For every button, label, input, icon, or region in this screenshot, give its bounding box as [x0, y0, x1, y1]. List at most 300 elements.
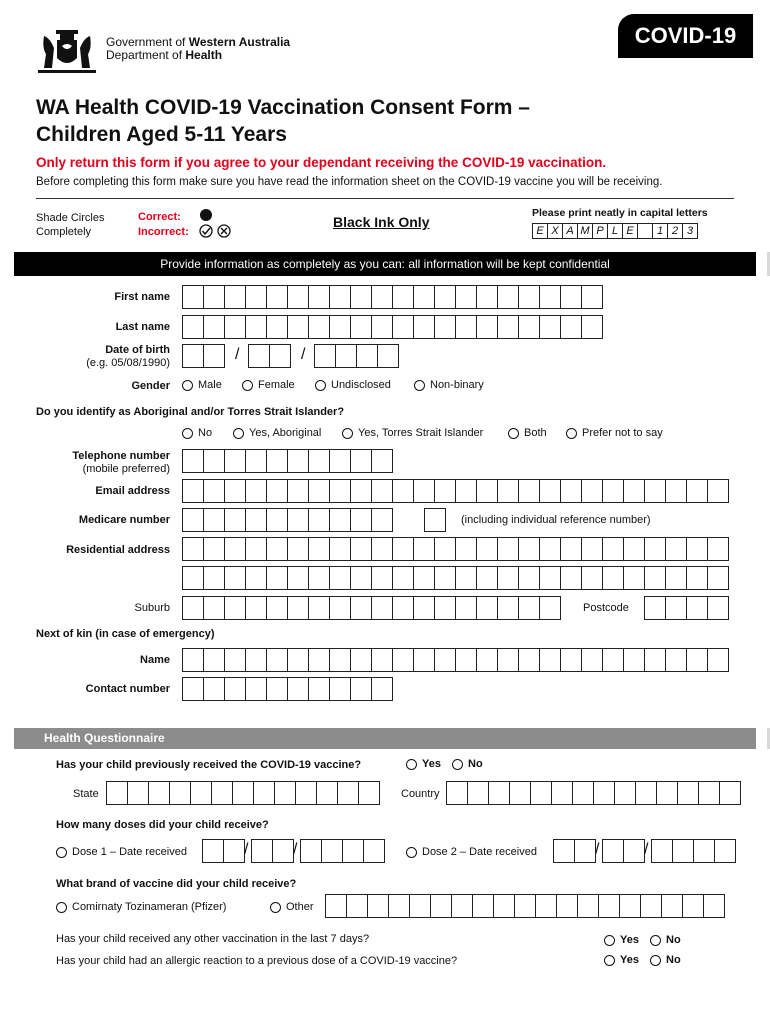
- letter-box[interactable]: [446, 781, 468, 805]
- letter-box[interactable]: [266, 449, 288, 473]
- aboriginal-option-no[interactable]: No: [182, 427, 212, 439]
- letter-box[interactable]: [455, 537, 477, 561]
- country-field[interactable]: [446, 781, 740, 805]
- letter-box[interactable]: [574, 839, 596, 863]
- other-vaccination-no[interactable]: No: [650, 934, 681, 946]
- letter-box[interactable]: [518, 648, 540, 672]
- letter-box[interactable]: [266, 315, 288, 339]
- state-field[interactable]: [106, 781, 379, 805]
- letter-box[interactable]: [203, 677, 225, 701]
- aboriginal-option-both[interactable]: Both: [508, 427, 547, 439]
- letter-box[interactable]: [581, 537, 603, 561]
- letter-box[interactable]: [602, 537, 624, 561]
- letter-box[interactable]: [300, 839, 322, 863]
- letter-box[interactable]: [497, 648, 519, 672]
- letter-box[interactable]: [560, 285, 582, 309]
- letter-box[interactable]: [644, 537, 666, 561]
- letter-box[interactable]: [245, 596, 267, 620]
- letter-box[interactable]: [535, 894, 557, 918]
- letter-box[interactable]: [455, 479, 477, 503]
- gender-option-female[interactable]: Female: [242, 379, 295, 391]
- letter-box[interactable]: [518, 479, 540, 503]
- letter-box[interactable]: [287, 285, 309, 309]
- letter-box[interactable]: [169, 781, 191, 805]
- letter-box[interactable]: [325, 894, 347, 918]
- letter-box[interactable]: [644, 479, 666, 503]
- letter-box[interactable]: [308, 479, 330, 503]
- letter-box[interactable]: [371, 508, 393, 532]
- letter-box[interactable]: [434, 537, 456, 561]
- letter-box[interactable]: [251, 839, 273, 863]
- letter-box[interactable]: [203, 479, 225, 503]
- letter-box[interactable]: [371, 537, 393, 561]
- letter-box[interactable]: [314, 344, 336, 368]
- letter-box[interactable]: [392, 596, 414, 620]
- letter-box[interactable]: [287, 537, 309, 561]
- letter-box[interactable]: [224, 537, 246, 561]
- letter-box[interactable]: [640, 894, 662, 918]
- brand-other-field[interactable]: [325, 894, 724, 918]
- dose1-option[interactable]: Dose 1 – Date received: [56, 846, 187, 858]
- letter-box[interactable]: [203, 648, 225, 672]
- letter-box[interactable]: [623, 537, 645, 561]
- letter-box[interactable]: [266, 508, 288, 532]
- letter-box[interactable]: [551, 781, 573, 805]
- letter-box[interactable]: [245, 479, 267, 503]
- letter-box[interactable]: [434, 479, 456, 503]
- letter-box[interactable]: [434, 315, 456, 339]
- letter-box[interactable]: [182, 315, 204, 339]
- letter-box[interactable]: [434, 648, 456, 672]
- letter-box[interactable]: [371, 677, 393, 701]
- allergy-yes[interactable]: Yes: [604, 954, 639, 966]
- letter-box[interactable]: [392, 648, 414, 672]
- letter-box[interactable]: [424, 508, 446, 532]
- letter-box[interactable]: [518, 285, 540, 309]
- letter-box[interactable]: [329, 596, 351, 620]
- allergy-no[interactable]: No: [650, 954, 681, 966]
- letter-box[interactable]: [287, 315, 309, 339]
- letter-box[interactable]: [224, 566, 246, 590]
- letter-box[interactable]: [287, 566, 309, 590]
- letter-box[interactable]: [211, 781, 233, 805]
- letter-box[interactable]: [287, 449, 309, 473]
- kin-name-field[interactable]: [182, 648, 728, 672]
- letter-box[interactable]: [455, 285, 477, 309]
- letter-box[interactable]: [539, 479, 561, 503]
- letter-box[interactable]: [308, 508, 330, 532]
- letter-box[interactable]: [388, 894, 410, 918]
- letter-box[interactable]: [602, 648, 624, 672]
- letter-box[interactable]: [413, 315, 435, 339]
- letter-box[interactable]: [367, 894, 389, 918]
- first-name-field[interactable]: [182, 285, 602, 309]
- letter-box[interactable]: [623, 566, 645, 590]
- letter-box[interactable]: [127, 781, 149, 805]
- letter-box[interactable]: [190, 781, 212, 805]
- letter-box[interactable]: [308, 449, 330, 473]
- letter-box[interactable]: [560, 648, 582, 672]
- letter-box[interactable]: [644, 648, 666, 672]
- letter-box[interactable]: [539, 315, 561, 339]
- letter-box[interactable]: [350, 285, 372, 309]
- email-field[interactable]: [182, 479, 728, 503]
- letter-box[interactable]: [430, 894, 452, 918]
- letter-box[interactable]: [581, 566, 603, 590]
- letter-box[interactable]: [497, 285, 519, 309]
- letter-box[interactable]: [467, 781, 489, 805]
- letter-box[interactable]: [619, 894, 641, 918]
- letter-box[interactable]: [392, 479, 414, 503]
- letter-box[interactable]: [644, 596, 666, 620]
- letter-box[interactable]: [665, 479, 687, 503]
- dob-year-field[interactable]: [314, 344, 398, 368]
- letter-box[interactable]: [266, 596, 288, 620]
- letter-box[interactable]: [497, 537, 519, 561]
- letter-box[interactable]: [203, 344, 225, 368]
- letter-box[interactable]: [714, 839, 736, 863]
- letter-box[interactable]: [409, 894, 431, 918]
- letter-box[interactable]: [560, 537, 582, 561]
- medicare-field[interactable]: [182, 508, 392, 532]
- letter-box[interactable]: [392, 537, 414, 561]
- medicare-ref-field[interactable]: [424, 508, 445, 532]
- letter-box[interactable]: [266, 285, 288, 309]
- letter-box[interactable]: [539, 537, 561, 561]
- letter-box[interactable]: [581, 479, 603, 503]
- letter-box[interactable]: [245, 449, 267, 473]
- letter-box[interactable]: [223, 839, 245, 863]
- letter-box[interactable]: [518, 537, 540, 561]
- letter-box[interactable]: [672, 839, 694, 863]
- letter-box[interactable]: [476, 648, 498, 672]
- letter-box[interactable]: [665, 596, 687, 620]
- brand-other-option[interactable]: Other: [270, 901, 314, 913]
- letter-box[interactable]: [707, 537, 729, 561]
- letter-box[interactable]: [232, 781, 254, 805]
- letter-box[interactable]: [371, 479, 393, 503]
- dose2-option[interactable]: Dose 2 – Date received: [406, 846, 537, 858]
- letter-box[interactable]: [224, 508, 246, 532]
- letter-box[interactable]: [350, 315, 372, 339]
- aboriginal-option-prefer-not[interactable]: Prefer not to say: [566, 427, 663, 439]
- letter-box[interactable]: [560, 315, 582, 339]
- letter-box[interactable]: [203, 596, 225, 620]
- letter-box[interactable]: [308, 566, 330, 590]
- letter-box[interactable]: [698, 781, 720, 805]
- letter-box[interactable]: [514, 894, 536, 918]
- letter-box[interactable]: [509, 781, 531, 805]
- letter-box[interactable]: [644, 566, 666, 590]
- letter-box[interactable]: [476, 285, 498, 309]
- letter-box[interactable]: [245, 315, 267, 339]
- letter-box[interactable]: [476, 537, 498, 561]
- dose1-year-field[interactable]: [300, 839, 384, 863]
- letter-box[interactable]: [707, 479, 729, 503]
- last-name-field[interactable]: [182, 315, 602, 339]
- letter-box[interactable]: [371, 566, 393, 590]
- letter-box[interactable]: [350, 566, 372, 590]
- letter-box[interactable]: [308, 596, 330, 620]
- letter-box[interactable]: [224, 648, 246, 672]
- letter-box[interactable]: [203, 537, 225, 561]
- letter-box[interactable]: [530, 781, 552, 805]
- letter-box[interactable]: [182, 648, 204, 672]
- letter-box[interactable]: [224, 315, 246, 339]
- letter-box[interactable]: [266, 648, 288, 672]
- letter-box[interactable]: [593, 781, 615, 805]
- letter-box[interactable]: [337, 781, 359, 805]
- letter-box[interactable]: [703, 894, 725, 918]
- letter-box[interactable]: [560, 479, 582, 503]
- letter-box[interactable]: [203, 508, 225, 532]
- letter-box[interactable]: [224, 677, 246, 701]
- letter-box[interactable]: [329, 508, 351, 532]
- letter-box[interactable]: [455, 596, 477, 620]
- kin-contact-field[interactable]: [182, 677, 392, 701]
- other-vaccination-yes[interactable]: Yes: [604, 934, 639, 946]
- letter-box[interactable]: [693, 839, 715, 863]
- letter-box[interactable]: [329, 648, 351, 672]
- letter-box[interactable]: [665, 566, 687, 590]
- letter-box[interactable]: [577, 894, 599, 918]
- letter-box[interactable]: [377, 344, 399, 368]
- letter-box[interactable]: [413, 537, 435, 561]
- suburb-field[interactable]: [182, 596, 560, 620]
- letter-box[interactable]: [182, 344, 204, 368]
- postcode-field[interactable]: [644, 596, 728, 620]
- letter-box[interactable]: [497, 596, 519, 620]
- letter-box[interactable]: [266, 566, 288, 590]
- letter-box[interactable]: [274, 781, 296, 805]
- letter-box[interactable]: [350, 596, 372, 620]
- letter-box[interactable]: [182, 285, 204, 309]
- letter-box[interactable]: [455, 648, 477, 672]
- letter-box[interactable]: [581, 315, 603, 339]
- letter-box[interactable]: [598, 894, 620, 918]
- letter-box[interactable]: [451, 894, 473, 918]
- letter-box[interactable]: [245, 648, 267, 672]
- letter-box[interactable]: [287, 648, 309, 672]
- letter-box[interactable]: [308, 537, 330, 561]
- letter-box[interactable]: [686, 648, 708, 672]
- letter-box[interactable]: [413, 285, 435, 309]
- letter-box[interactable]: [371, 315, 393, 339]
- letter-box[interactable]: [350, 677, 372, 701]
- gender-option-undisclosed[interactable]: Undisclosed: [315, 379, 391, 391]
- letter-box[interactable]: [614, 781, 636, 805]
- letter-box[interactable]: [203, 315, 225, 339]
- letter-box[interactable]: [539, 596, 561, 620]
- letter-box[interactable]: [329, 479, 351, 503]
- aboriginal-option-yes-tsi[interactable]: Yes, Torres Strait Islander: [342, 427, 483, 439]
- dose2-month-field[interactable]: [602, 839, 644, 863]
- letter-box[interactable]: [686, 566, 708, 590]
- letter-box[interactable]: [148, 781, 170, 805]
- letter-box[interactable]: [371, 285, 393, 309]
- letter-box[interactable]: [686, 596, 708, 620]
- aboriginal-option-yes-aboriginal[interactable]: Yes, Aboriginal: [233, 427, 321, 439]
- letter-box[interactable]: [392, 285, 414, 309]
- letter-box[interactable]: [266, 677, 288, 701]
- letter-box[interactable]: [329, 566, 351, 590]
- letter-box[interactable]: [287, 508, 309, 532]
- letter-box[interactable]: [182, 566, 204, 590]
- address-line1-field[interactable]: [182, 537, 728, 561]
- letter-box[interactable]: [224, 479, 246, 503]
- letter-box[interactable]: [182, 479, 204, 503]
- letter-box[interactable]: [556, 894, 578, 918]
- letter-box[interactable]: [539, 566, 561, 590]
- letter-box[interactable]: [656, 781, 678, 805]
- letter-box[interactable]: [182, 449, 204, 473]
- dose2-year-field[interactable]: [651, 839, 735, 863]
- letter-box[interactable]: [476, 479, 498, 503]
- letter-box[interactable]: [224, 449, 246, 473]
- letter-box[interactable]: [682, 894, 704, 918]
- letter-box[interactable]: [266, 479, 288, 503]
- gender-option-male[interactable]: Male: [182, 379, 222, 391]
- letter-box[interactable]: [203, 449, 225, 473]
- letter-box[interactable]: [472, 894, 494, 918]
- letter-box[interactable]: [488, 781, 510, 805]
- letter-box[interactable]: [497, 566, 519, 590]
- letter-box[interactable]: [635, 781, 657, 805]
- letter-box[interactable]: [356, 344, 378, 368]
- letter-box[interactable]: [686, 537, 708, 561]
- letter-box[interactable]: [316, 781, 338, 805]
- letter-box[interactable]: [350, 537, 372, 561]
- letter-box[interactable]: [476, 315, 498, 339]
- letter-box[interactable]: [272, 839, 294, 863]
- letter-box[interactable]: [358, 781, 380, 805]
- brand-pfizer-option[interactable]: Comirnaty Tozinameran (Pfizer): [56, 901, 226, 913]
- letter-box[interactable]: [602, 479, 624, 503]
- letter-box[interactable]: [329, 677, 351, 701]
- letter-box[interactable]: [651, 839, 673, 863]
- letter-box[interactable]: [245, 508, 267, 532]
- letter-box[interactable]: [677, 781, 699, 805]
- dose1-day-field[interactable]: [202, 839, 244, 863]
- letter-box[interactable]: [623, 479, 645, 503]
- letter-box[interactable]: [350, 508, 372, 532]
- letter-box[interactable]: [202, 839, 224, 863]
- letter-box[interactable]: [476, 566, 498, 590]
- letter-box[interactable]: [719, 781, 741, 805]
- letter-box[interactable]: [329, 315, 351, 339]
- letter-box[interactable]: [346, 894, 368, 918]
- letter-box[interactable]: [572, 781, 594, 805]
- letter-box[interactable]: [224, 285, 246, 309]
- letter-box[interactable]: [308, 648, 330, 672]
- letter-box[interactable]: [392, 315, 414, 339]
- letter-box[interactable]: [295, 781, 317, 805]
- letter-box[interactable]: [350, 648, 372, 672]
- letter-box[interactable]: [413, 648, 435, 672]
- letter-box[interactable]: [245, 566, 267, 590]
- letter-box[interactable]: [253, 781, 275, 805]
- letter-box[interactable]: [350, 449, 372, 473]
- letter-box[interactable]: [434, 566, 456, 590]
- letter-box[interactable]: [245, 537, 267, 561]
- letter-box[interactable]: [203, 285, 225, 309]
- letter-box[interactable]: [248, 344, 270, 368]
- letter-box[interactable]: [335, 344, 357, 368]
- letter-box[interactable]: [182, 508, 204, 532]
- letter-box[interactable]: [329, 449, 351, 473]
- letter-box[interactable]: [434, 596, 456, 620]
- letter-box[interactable]: [476, 596, 498, 620]
- letter-box[interactable]: [455, 566, 477, 590]
- letter-box[interactable]: [245, 285, 267, 309]
- gender-option-nonbinary[interactable]: Non-binary: [414, 379, 484, 391]
- letter-box[interactable]: [518, 315, 540, 339]
- letter-box[interactable]: [413, 479, 435, 503]
- dose2-day-field[interactable]: [553, 839, 595, 863]
- letter-box[interactable]: [686, 479, 708, 503]
- letter-box[interactable]: [581, 648, 603, 672]
- letter-box[interactable]: [287, 596, 309, 620]
- letter-box[interactable]: [560, 566, 582, 590]
- letter-box[interactable]: [269, 344, 291, 368]
- letter-box[interactable]: [518, 596, 540, 620]
- dob-day-field[interactable]: [182, 344, 224, 368]
- letter-box[interactable]: [287, 479, 309, 503]
- letter-box[interactable]: [455, 315, 477, 339]
- letter-box[interactable]: [371, 648, 393, 672]
- letter-box[interactable]: [224, 596, 246, 620]
- letter-box[interactable]: [493, 894, 515, 918]
- letter-box[interactable]: [413, 596, 435, 620]
- letter-box[interactable]: [308, 677, 330, 701]
- letter-box[interactable]: [308, 285, 330, 309]
- address-line2-field[interactable]: [182, 566, 728, 590]
- letter-box[interactable]: [602, 839, 624, 863]
- letter-box[interactable]: [371, 449, 393, 473]
- letter-box[interactable]: [707, 648, 729, 672]
- letter-box[interactable]: [266, 537, 288, 561]
- letter-box[interactable]: [539, 285, 561, 309]
- letter-box[interactable]: [518, 566, 540, 590]
- letter-box[interactable]: [350, 479, 372, 503]
- letter-box[interactable]: [707, 566, 729, 590]
- letter-box[interactable]: [106, 781, 128, 805]
- letter-box[interactable]: [539, 648, 561, 672]
- letter-box[interactable]: [321, 839, 343, 863]
- letter-box[interactable]: [287, 677, 309, 701]
- letter-box[interactable]: [342, 839, 364, 863]
- letter-box[interactable]: [497, 479, 519, 503]
- letter-box[interactable]: [497, 315, 519, 339]
- telephone-field[interactable]: [182, 449, 392, 473]
- letter-box[interactable]: [308, 315, 330, 339]
- letter-box[interactable]: [392, 566, 414, 590]
- letter-box[interactable]: [182, 596, 204, 620]
- prev-vaccine-no[interactable]: No: [452, 758, 483, 770]
- letter-box[interactable]: [245, 677, 267, 701]
- letter-box[interactable]: [665, 537, 687, 561]
- prev-vaccine-yes[interactable]: Yes: [406, 758, 441, 770]
- letter-box[interactable]: [553, 839, 575, 863]
- letter-box[interactable]: [665, 648, 687, 672]
- letter-box[interactable]: [203, 566, 225, 590]
- letter-box[interactable]: [707, 596, 729, 620]
- letter-box[interactable]: [329, 285, 351, 309]
- dose1-month-field[interactable]: [251, 839, 293, 863]
- letter-box[interactable]: [623, 648, 645, 672]
- letter-box[interactable]: [413, 566, 435, 590]
- letter-box[interactable]: [434, 285, 456, 309]
